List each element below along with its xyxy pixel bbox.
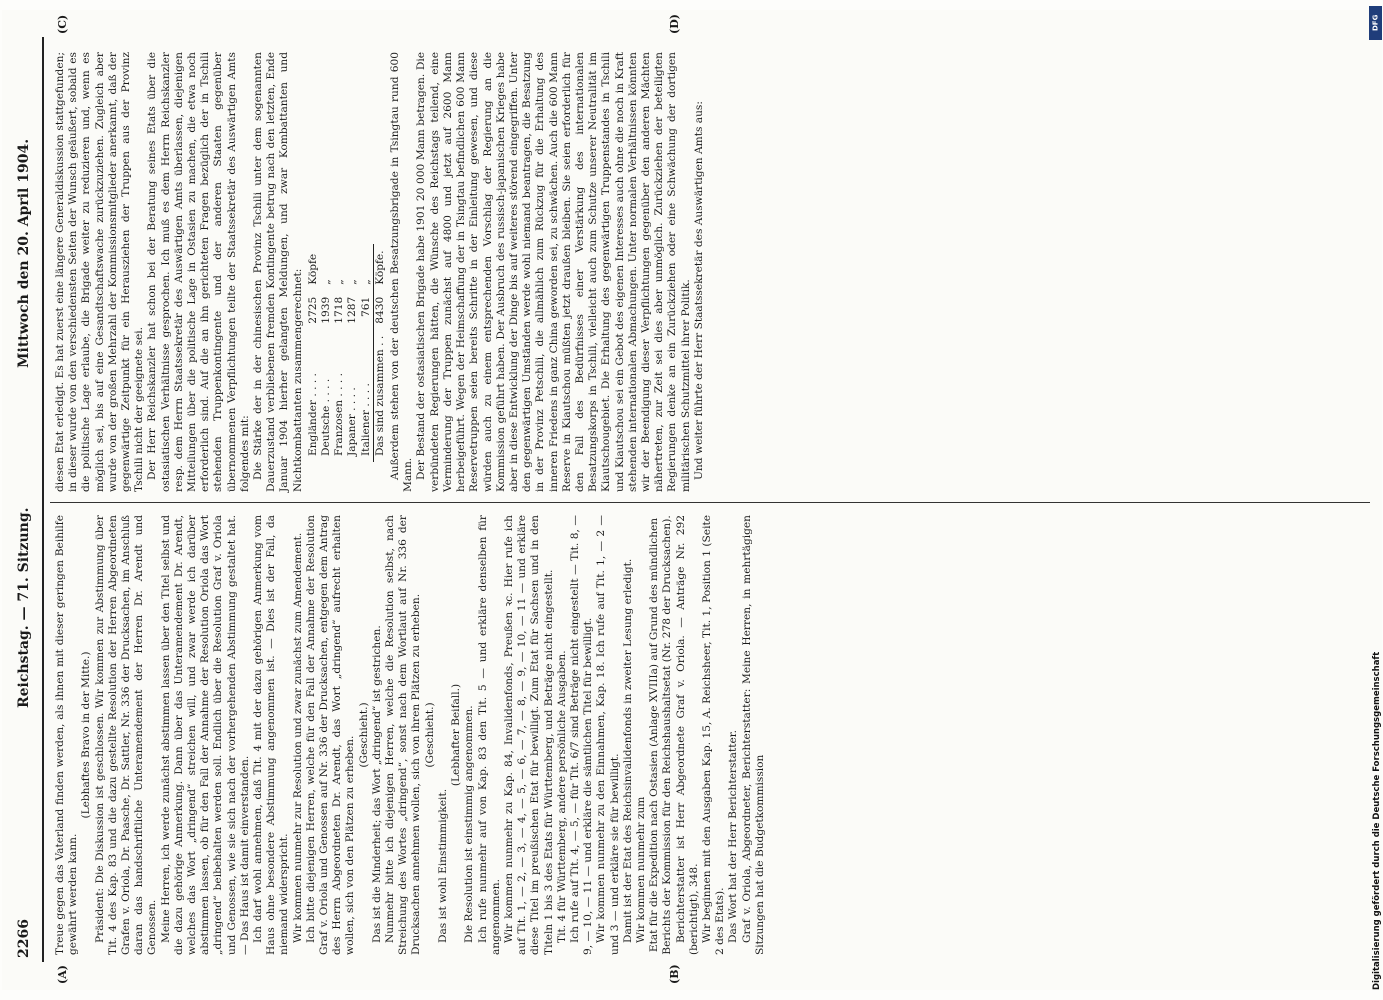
- page-number: 2266: [15, 919, 32, 958]
- paragraph: Das ist wohl Einstimmigkeit.: [436, 788, 449, 943]
- rotated-newspaper-page: [2, 10, 1382, 990]
- margin-mark-c: (C): [55, 14, 69, 34]
- paragraph: Treue gegen das Vaterland finden werden, als ihnen mit dieser geringen Beihilfe gewährt werden kann.: [53, 515, 79, 955]
- troop-strength-table: [306, 244, 386, 462]
- paragraph: Ich bitte diejenigen Herren, welche für den Fall der Annahme der Resolution Graf v. Oriola und Genossen auf Nr. 336 der Drucksachen, entgegen dem Antrag des Herrn Abgeordneten Dr. Arendt, das Wort „dringend“ aufrecht erhalten wollen, sich von den Plätzen zu erheben.: [304, 515, 356, 955]
- nation-cell: Engländer . . . .: [306, 373, 319, 456]
- total-label: Das sind zusammen . .: [373, 330, 387, 462]
- paragraph: Der Bestand der ostasiatischen Brigade habe 1901 20 000 Mann betragen. Die verbündeten Regierungen hätten, die Wünsche des Reichstags teilend, eine Verminderung der Truppen zunächst auf 4800 und jetzt auf 2600 Mann herbeigeführt. Wegen der Heimschaffung der in Tsingtau befindlichen 600 Mann Reservetruppen seien bereits Schritte in der Einleitung gewesen, und diese würden auch zu einem entsprechenden Vorschlag der Regierung an die Kommission geführt haben. Der Ausbruch des russisch-japanischen Krieges habe aber in diese Entwicklung der Dinge bis auf weiteres störend eingegriffen. Unter den gegenwärtigen Umständen werde wohl niemand beantragen, die Besatzung in der Provinz Petschili, die allmählich zum Rückzug für die Erhaltung des inneren Friedens in ganz China geworden sei, zu schwächen. Auch die 600 Mann Reserve in Kiautschou müßten jetzt draußen bleiben. Sie seien erforderlich für den Fall des Bedürfnisses einer Verstärkung des internationalen Besatzungskorps in Tschili, vielleicht auch zum Schutze unserer Neutralität im Kiautschougebiet. Die Erhaltung des gegenwärtigen Truppenstandes in Tschili und Kiautschou sei ein Gebot des eigenen Interesses auch ohne die noch in Kraft stehenden internationalen Abmachungen. Unter normalen Verhältnissen könnten wir der Beendigung dieser Verpflichtungen gegenüber den anderen Mächten nähertreten, zur Zeit sei dies aber unmöglich. Zurückziehen der beteiligten Regierungen denke an ein Zurückziehen oder eine Schwächung der dortigen militärischen Schutzmittel ihrer Politik.: [414, 52, 692, 492]
- paragraph: Damit ist der Etat des Reichsinvalidenfonds in zweiter Lesung erledigt.: [621, 558, 634, 943]
- stage-direction: (Geschieht.): [357, 702, 370, 768]
- margin-mark-d: (D): [667, 14, 681, 34]
- paragraph: Das Wort hat der Herr Berichterstatter.: [726, 729, 739, 943]
- paragraph: Außerdem stehen von der deutschen Besatzungsbrigade in Tsingtau rund 600 Mann.: [388, 52, 414, 492]
- table-row: [359, 244, 373, 462]
- count-cell: 1287: [345, 296, 358, 324]
- right-column: [54, 52, 706, 492]
- paragraph: Wir kommen nunmehr zu Kap. 84, Invalidenfonds, Preußen ꝛc. Hier rufe ich auf Tit. 1, — 2, — 3, — 4, — 5, — 6, — 7, — 8, — 9, — 10, — 11 — und erkläre diese Titel im preußischen Etat für bewilligt. Zum Etat für Sachsen und in den Titeln 1 bis 3 des Etats für Württemberg, und Beträge nicht eingestellt.: [502, 515, 555, 955]
- unit-cell: „: [359, 279, 372, 285]
- table-row: [320, 244, 333, 462]
- paragraph: Meine Herren, ich werde zunächst abstimmen lassen über den Titel selbst und die dazu gehörige Anmerkung. Dann über das Unteramendement Dr. Arendt, welches das Wort „dringend“ streichen will, und zwar werde ich darüber abstimmen lassen, ob für den Fall der Annahme der Resolution Oriola das Wort „dringend“ beibehalten werden soll. Endlich über die Resolution Graf v. Oriola und Genossen, wie sie sich nach der vorhergehenden Abstimmung gestaltet hat. — Das Haus ist damit einverstanden.: [159, 515, 251, 955]
- dfg-logo: DFG: [1369, 6, 1382, 40]
- paragraph: Präsident: Die Diskussion ist geschlossen. Wir kommen zur Abstimmung über Tit. 4 des Kap. 83 und die dazu gestellte Resolution der Herren Abgeordneten Grafen v. Oriola, Dr. Paasche, Dr. Sattler, Nr. 336 der Drucksachen, im Anschluß daran das handschriftliche Unteramendement der Herren Dr. Arendt und Genossen.: [93, 515, 158, 955]
- paragraph: Tit. 4 für Württemberg, andere persönliche Ausgaben.: [555, 650, 568, 943]
- paragraph: Wir kommen nunmehr zu den Einnahmen, Kap. 18. Ich rufe auf Tit. 1, — 2 — und 3 — und erkläre sie für bewilligt.: [594, 515, 621, 955]
- table-row: [346, 244, 359, 462]
- session-date: Mittwoch den 20. April 1904.: [15, 138, 32, 368]
- unit-cell: „: [319, 279, 332, 285]
- count-cell: 761: [359, 296, 372, 318]
- paragraph: Das ist die Minderheit; das Wort „dringend“ ist gestrichen.: [370, 625, 383, 943]
- count-cell: 1718: [332, 296, 345, 324]
- session-title: Reichstag. — 71. Sitzung.: [15, 507, 32, 708]
- paragraph: Ich rufe auf Tit. 4, — 5, — für Tit. 6/7 sind Beträge nicht eingestellt — Tit. 8, — 9, — 10, — 11 — und erkläre die sämtlichen Titel für bewilligt.: [568, 515, 594, 955]
- paragraph: Nunmehr bitte ich diejenigen Herren, welche die Resolution selbst, nach Streichung des Wortes „dringend“, sonst nach dem Wortlaut auf Nr. 336 der Drucksachen annehmen wollen, sich von ihren Plätzen zu erheben.: [383, 515, 422, 955]
- paragraph: Die Resolution ist einstimmig angenommen.: [462, 705, 475, 943]
- nation-cell: Japaner . . . .: [345, 387, 358, 456]
- paragraph: Graf v. Oriola, Abgeordneter, Berichterstatter: Meine Herren, in mehrtägigen Sitzungen hat die Budgetkommission: [740, 515, 766, 955]
- header-rule: [42, 37, 44, 962]
- table-row: [306, 244, 319, 462]
- paragraph: Die Stärke der in der chinesischen Provinz Tschili unter dem sogenannten Dauerzustand verbliebenen fremden Kontingente betrug nach den letzten, Ende Januar 1904 hierher gelangten Meldungen, und zwar Kombattanten und Nichtkombattanten zusammengerechnet:: [251, 52, 304, 492]
- unit-cell: Köpfe: [306, 253, 319, 285]
- nation-cell: Italiener . . . .: [359, 383, 372, 456]
- page-header: [16, 38, 42, 958]
- unit-cell: „: [332, 279, 345, 285]
- unit-cell: „: [345, 279, 358, 285]
- stage-direction: (Lebhaftes Bravo in der Mitte.): [79, 651, 92, 819]
- paragraph: Wir kommen nunmehr zum: [634, 796, 647, 943]
- paragraph: Ich rufe nunmehr auf von Kap. 83 den Tit. 5 — und erkläre denselben für angenommen.: [476, 515, 502, 955]
- table-total-row: [373, 244, 387, 462]
- digitization-note: Digitalisierung gefördert durch die Deutsche Forschungsgemeinschaft: [1372, 651, 1382, 990]
- total-count: 8430: [373, 291, 387, 330]
- stage-direction: (Geschieht.): [423, 702, 436, 768]
- column-divider: [50, 502, 1370, 503]
- paragraph: Und weiter führte der Herr Staatssekretär des Auswärtigen Amts aus:: [692, 101, 705, 480]
- paragraph: diesen Etat erledigt. Es hat zuerst eine längere Generaldiskussion stattgefunden; in dieser wurde von den verschiedensten Seiten der Wunsch geäußert, sobald es die politische Lage erlaube, die Brigade weiter zu reduzieren und, wenn es möglich sei, bis auf eine Gesandtschaftswache zurückzuziehen. Zugleich aber wurde von der großen Mehrzahl der Kommissionsmitglieder anerkannt, daß der gegenwärtige Zeitpunkt für ein Herausziehen der Truppen aus der Provinz Tschili nicht der geeignete sei.: [53, 52, 145, 492]
- agenda-item: Etat für die Expedition nach Ostasien (Anlage XVIIIa) auf Grund des mündlichen Berichts der Kommission für den Reichshaushaltsetat (Nr. 278 der Drucksachen).: [647, 515, 673, 955]
- paragraph: Berichterstatter ist Herr Abgeordnete Graf v. Oriola. — Anträge Nr. 292 (berichtigt), 348.: [674, 515, 700, 955]
- count-cell: 1939: [319, 296, 332, 324]
- paragraph: Wir kommen nunmehr zur Resolution und zwar zunächst zum Amendement.: [291, 532, 304, 943]
- margin-mark-b: (B): [667, 964, 681, 984]
- count-cell: 2725: [306, 296, 319, 324]
- paragraph: Wir beginnen mit den Ausgaben Kap. 15, A. Reichsheer, Tit. 1, Position 1 (Seite 2 des Etats).: [700, 515, 726, 955]
- left-column: [54, 515, 767, 955]
- stage-direction: (Lebhafter Beifall.): [449, 683, 462, 787]
- margin-mark-a: (A): [55, 965, 69, 984]
- nation-cell: Deutsche . . . .: [319, 378, 332, 456]
- total-unit: Köpfe.: [373, 244, 387, 290]
- paragraph: Ich darf wohl annehmen, daß Tit. 4 mit der dazu gehörigen Anmerkung vom Haus ohne besondere Abstimmung angenommen ist. — Dies ist der Fall, da niemand widerspricht.: [251, 515, 290, 955]
- paragraph: Der Herr Reichskanzler hat schon bei der Beratung seines Etats über die ostasiatischen Verhältnisse gesprochen. Ich muß es dem Herrn Reichskanzler resp. dem Herrn Staatssekretär des Auswärtigen Amts überlassen, diejenigen Mitteilungen über die politische Lage in Ostasien zu machen, die etwa noch erforderlich sind. Auf die an ihn gerichteten Fragen bezüglich der in Tschili stehenden Truppenkontingente und der anderen Staaten gegenüber übernommenen Verpflichtungen teilte der Staatssekretär des Auswärtigen Amts folgendes mit:: [145, 52, 251, 492]
- nation-cell: Franzosen . . . .: [332, 373, 345, 456]
- table-row: [333, 244, 346, 462]
